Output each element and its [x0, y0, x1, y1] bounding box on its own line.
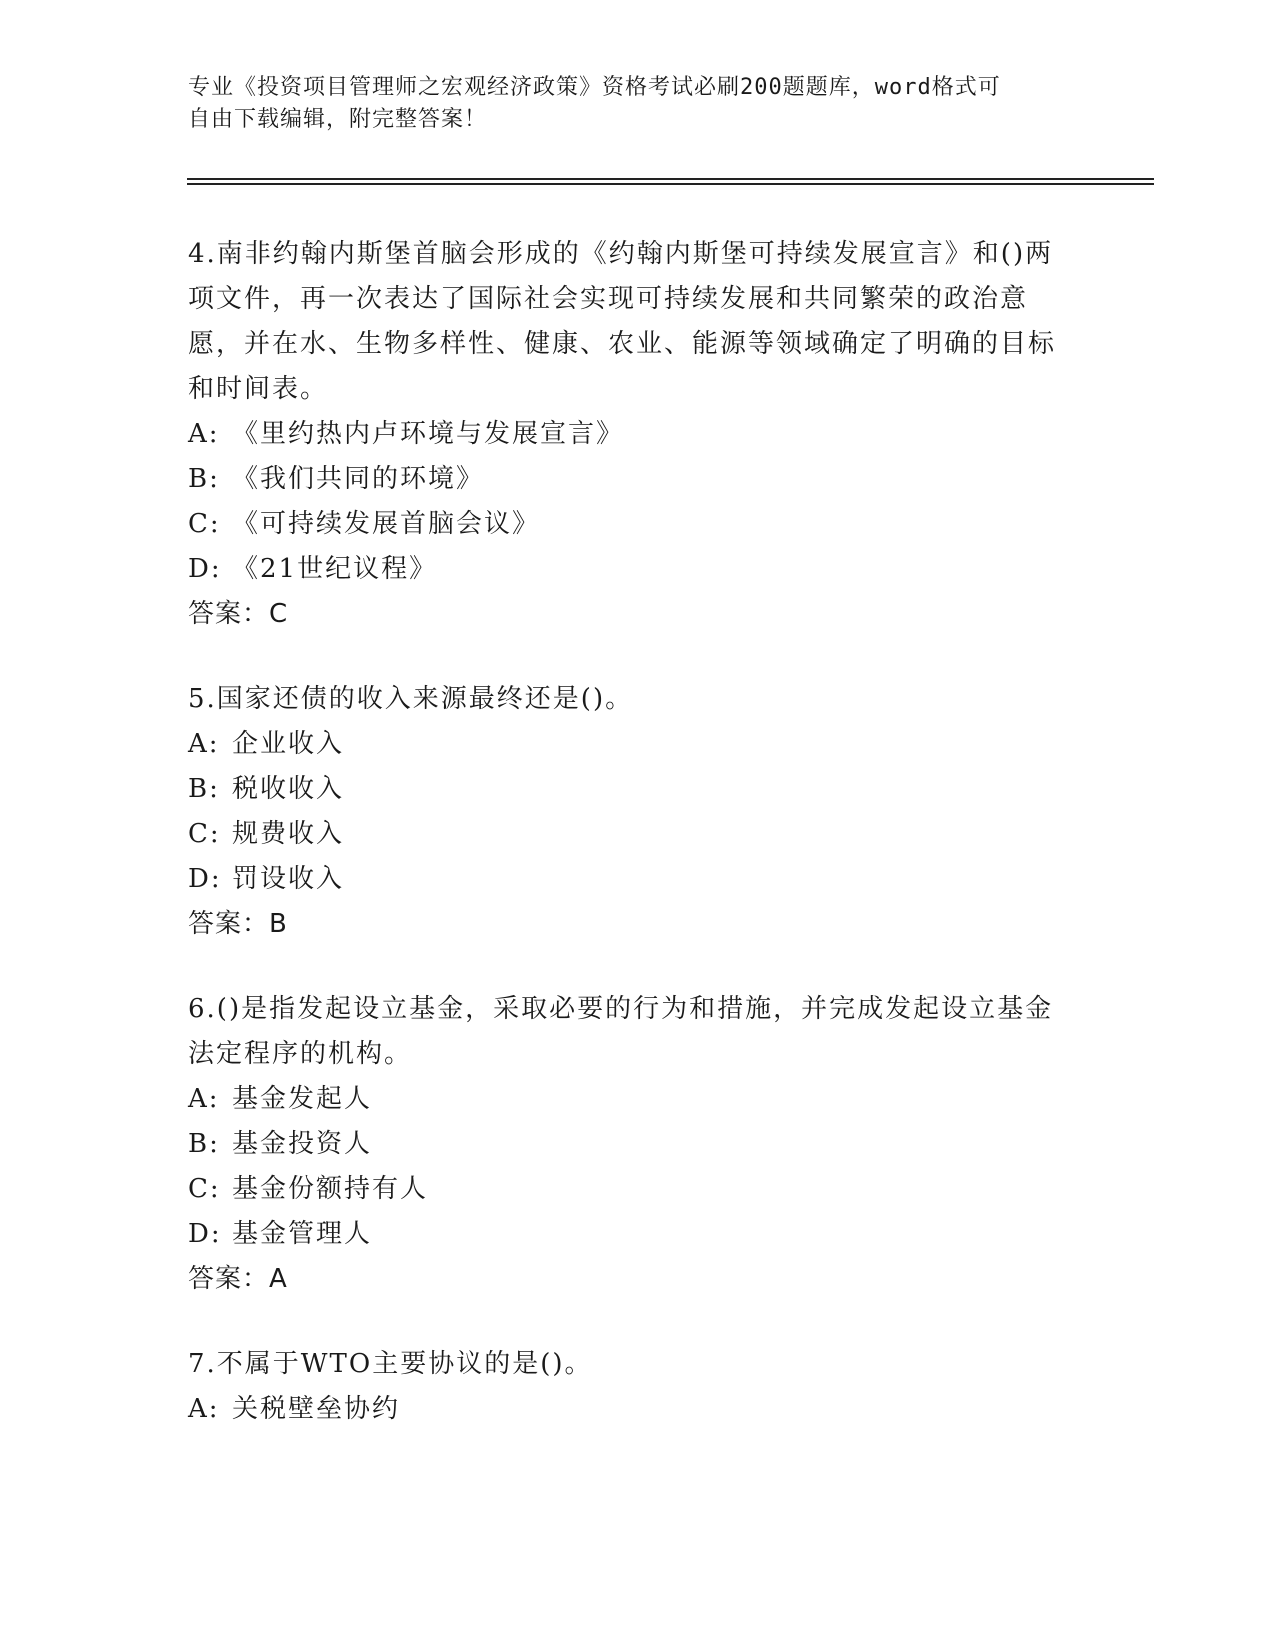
- question-stem: 6.()是指发起设立基金，采取必要的行为和措施，并完成发起设立基金法定程序的机构。: [188, 994, 1054, 1069]
- option-b: [188, 1122, 1068, 1167]
- question-stem: 4.南非约翰内斯堡首脑会形成的《约翰内斯堡可持续发展宣言》和()两项文件，再一次表达了国际社会实现可持续发展和共同繁荣的政治意愿，并在水、生物多样性、健康、农业、能源等领域确定了明确的目标和时间表。: [188, 239, 1057, 404]
- option-letter: B:: [188, 774, 220, 804]
- header-line-1: 专业《投资项目管理师之宏观经济政策》资格考试必刷200题题库，word格式可: [188, 75, 1001, 100]
- answer-label: 答案：C: [188, 599, 289, 629]
- option-b: [188, 457, 1068, 502]
- option-d: [188, 1212, 1068, 1257]
- option-letter: A:: [188, 419, 220, 449]
- question-stem: 7.不属于WTO主要协议的是()。: [188, 1349, 593, 1379]
- option-letter: C:: [188, 819, 221, 849]
- option-letter: C:: [188, 1174, 221, 1204]
- header-divider-bottom: [187, 183, 1154, 185]
- option-text: 企业收入: [232, 729, 345, 759]
- option-text: 《我们共同的环境》: [232, 464, 485, 494]
- option-letter: D:: [188, 1219, 222, 1249]
- option-text: 基金管理人: [232, 1219, 373, 1249]
- document-header: [188, 72, 1068, 136]
- option-a: [188, 722, 1068, 767]
- option-text: 基金发起人: [232, 1084, 373, 1114]
- option-letter: A:: [188, 1084, 220, 1114]
- question-5: [188, 677, 1068, 947]
- option-letter: A:: [188, 729, 220, 759]
- option-text: 规费收入: [232, 819, 345, 849]
- option-c: [188, 812, 1068, 857]
- question-4: [188, 232, 1068, 637]
- option-letter: D:: [188, 864, 222, 894]
- answer-label: 答案：B: [188, 909, 288, 939]
- option-text: 基金投资人: [232, 1129, 373, 1159]
- option-text: 关税壁垒协约: [232, 1394, 401, 1424]
- option-letter: A:: [188, 1394, 220, 1424]
- option-b: [188, 767, 1068, 812]
- option-text: 《21世纪议程》: [232, 554, 438, 584]
- option-letter: D:: [188, 554, 222, 584]
- header-line-2: 自由下载编辑，附完整答案！: [188, 107, 488, 132]
- option-text: 《可持续发展首脑会议》: [232, 509, 541, 539]
- header-divider-top: [187, 178, 1154, 180]
- option-a: [188, 412, 1068, 457]
- question-7: [188, 1342, 1068, 1432]
- option-a: [188, 1387, 1068, 1432]
- option-c: [188, 1167, 1068, 1212]
- option-letter: B:: [188, 1129, 220, 1159]
- option-a: [188, 1077, 1068, 1122]
- question-stem: 5.国家还债的收入来源最终还是()。: [188, 684, 634, 714]
- option-text: 罚设收入: [232, 864, 345, 894]
- option-d: [188, 857, 1068, 902]
- option-letter: C:: [188, 509, 221, 539]
- answer-label: 答案：A: [188, 1264, 288, 1294]
- option-text: 《里约热内卢环境与发展宣言》: [232, 419, 625, 449]
- option-d: [188, 547, 1068, 592]
- question-6: [188, 987, 1068, 1302]
- option-text: 税收收入: [232, 774, 345, 804]
- option-c: [188, 502, 1068, 547]
- question-list: [188, 232, 1068, 1472]
- option-text: 基金份额持有人: [232, 1174, 429, 1204]
- option-letter: B:: [188, 464, 220, 494]
